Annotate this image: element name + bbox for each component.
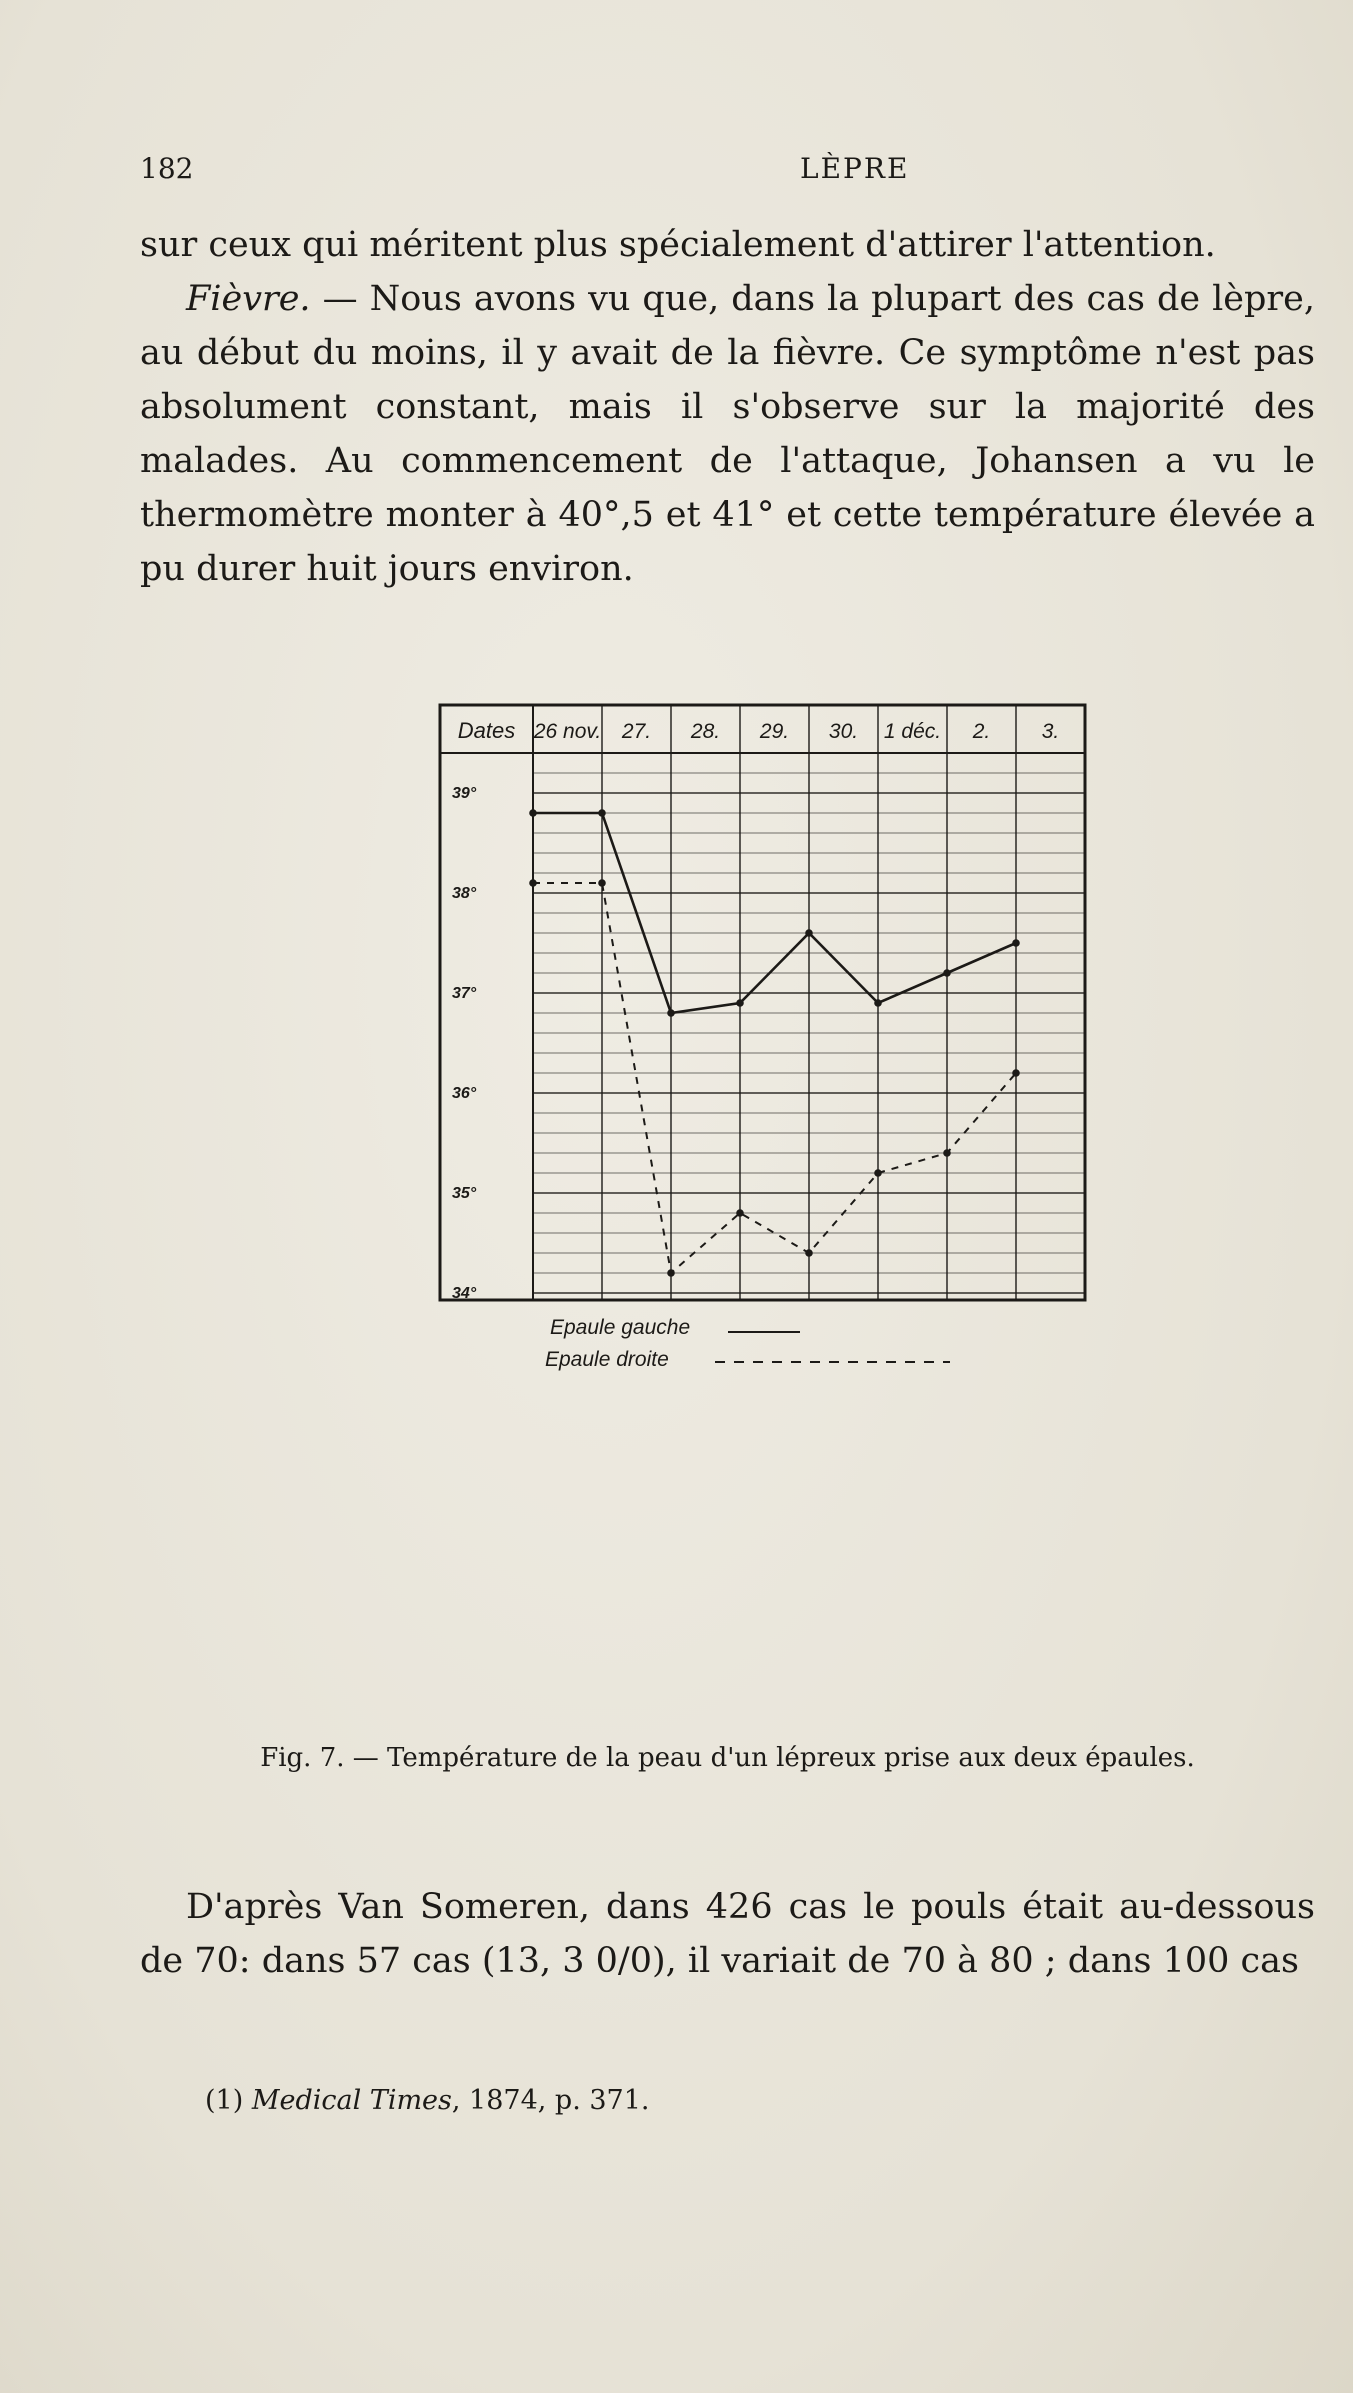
- date-column-label: 30.: [828, 720, 859, 743]
- chart-y-ticks: [452, 785, 477, 1302]
- data-point: [874, 1169, 882, 1177]
- temperature-chart: [430, 693, 1150, 1371]
- dates-header-label: Dates: [457, 718, 516, 743]
- date-column-label: 2.: [972, 720, 991, 743]
- data-point: [805, 929, 813, 937]
- data-point: [736, 999, 744, 1007]
- footnote: [205, 2085, 650, 2116]
- fever-text: — Nous avons vu que, dans la plupart des cas de lèpre, au début du moins, il y avait de la fièvre. Ce symptôme n'est pas absolument constant, mais il s'observe sur la majorité des malades. Au commencement de l'attaque, Johansen a vu le thermomètre monter à 40°,5 et 41° et cette température élevée a pu durer huit jours environ.: [140, 279, 1315, 589]
- y-tick-label: 37°: [452, 985, 477, 1002]
- date-column-label: 28.: [690, 720, 721, 743]
- footnote-reference: , 1874, p. 371.: [451, 2085, 650, 2116]
- chart-series: [529, 809, 1020, 1277]
- date-column-label: 1 déc.: [883, 720, 942, 743]
- data-point: [1012, 939, 1020, 947]
- right-shoulder-line: [533, 883, 1016, 1273]
- paragraph-fever: [140, 218, 1315, 596]
- data-point: [943, 969, 951, 977]
- running-title: LÈPRE: [800, 152, 910, 185]
- data-point: [667, 1009, 675, 1017]
- y-tick-label: 36°: [452, 1085, 477, 1102]
- legend-left-shoulder: Epaule gauche: [550, 1316, 691, 1339]
- page-number: 182: [140, 152, 194, 185]
- data-point: [736, 1209, 744, 1217]
- fever-paragraph: [140, 272, 1315, 596]
- fever-label: Fièvre.: [186, 279, 311, 319]
- date-column-label: 3.: [1041, 720, 1060, 743]
- pulse-paragraph: D'après Van Someren, dans 426 cas le pouls était au-dessous de 70: dans 57 cas (13, 3 0/0), il variait de 70 à 80 ; dans 100 cas: [140, 1887, 1315, 1981]
- data-point: [874, 999, 882, 1007]
- chart-date-header: [458, 718, 1060, 743]
- data-point: [529, 879, 537, 887]
- paragraph-pulse: [140, 1880, 1315, 1988]
- figure-caption: Fig. 7. — Température de la peau d'un lépreux prise aux deux épaules.: [260, 1743, 1195, 1773]
- date-column-label: 27.: [621, 720, 652, 743]
- temperature-chart-svg: [430, 693, 1150, 1371]
- chart-legend: [545, 1316, 950, 1371]
- data-point: [667, 1269, 675, 1277]
- paragraph-line: sur ceux qui méritent plus spécialement d'attirer l'attention.: [140, 225, 1216, 265]
- y-tick-label: 39°: [452, 785, 477, 802]
- date-column-label: 26 nov.: [533, 720, 602, 743]
- chart-frame: [440, 705, 1085, 1300]
- date-column-label: 29.: [759, 720, 790, 743]
- data-point: [943, 1149, 951, 1157]
- page-header: [140, 152, 1320, 192]
- data-point: [598, 809, 606, 817]
- y-tick-label: 35°: [452, 1185, 477, 1202]
- chart-grid: [440, 705, 1085, 1300]
- data-point: [805, 1249, 813, 1257]
- legend-right-shoulder: Epaule droite: [545, 1348, 669, 1371]
- footnote-journal: Medical Times: [251, 2085, 452, 2116]
- y-tick-label: 34°: [452, 1285, 477, 1302]
- data-point: [598, 879, 606, 887]
- footnote-marker: (1): [205, 2085, 252, 2116]
- y-tick-label: 38°: [452, 885, 477, 902]
- data-point: [529, 809, 537, 817]
- data-point: [1012, 1069, 1020, 1077]
